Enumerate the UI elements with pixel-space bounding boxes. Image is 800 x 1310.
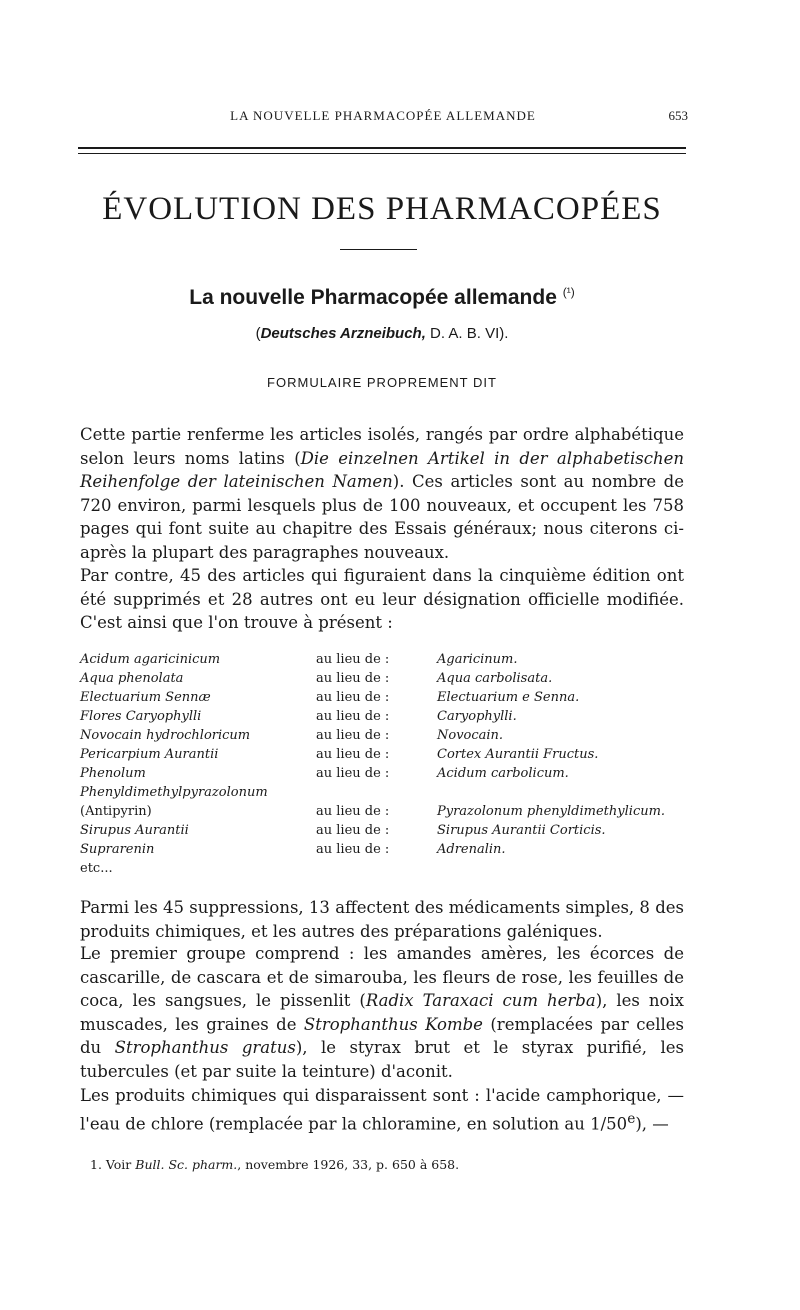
new-name: Sirupus Aurantii Corticis. xyxy=(437,823,606,838)
relation: au lieu de : xyxy=(316,728,390,743)
header-rule-thick xyxy=(78,147,686,149)
paragraph-2: Par contre, 45 des articles qui figuraient dans la cinquième édition ont été supprimés et 28 autres ont eu leur désignation officielle modifiée. C'est ainsi que l'on trouve à présent : xyxy=(80,566,684,633)
title-rule xyxy=(340,249,417,250)
paragraph-4-text-e: (remplacées par celles du xyxy=(80,1014,684,1058)
subtitle-open: ( xyxy=(255,325,261,342)
subtitle-rest: D. A. B. VI). xyxy=(425,325,509,342)
footnote xyxy=(90,1157,690,1172)
running-head xyxy=(78,108,688,130)
paragraph-1-italic: Die einzelnen Artikel in der alphabetischen Reihenfolge der lateinischen Namen xyxy=(80,448,684,492)
list-item xyxy=(80,802,700,821)
old-name: Novocain hydrochloricum xyxy=(80,728,251,743)
paragraph-5-text-b: ), — xyxy=(635,1114,669,1134)
section-title: ÉVOLUTION DES PHARMACOPÉES xyxy=(102,191,662,227)
footnote-ref[interactable]: (¹) xyxy=(562,285,575,299)
new-name: Adrenalin. xyxy=(437,842,506,857)
paragraph-1-text-a: Cette partie renferme les articles isolés, rangés par ordre alphabétique selon leurs noms latins ( xyxy=(80,425,684,468)
footnote-text-c: , novembre 1926, 33, p. 650 à 658. xyxy=(237,1157,460,1172)
paragraph-4-italic-d: Strophanthus Kombe xyxy=(303,1014,483,1034)
footnote-text-a: 1. Voir xyxy=(90,1157,136,1172)
list-item xyxy=(80,650,700,669)
paragraph-4-text-g: ), le styrax brut et le styrax purifié, les tubercules (et par suite la teinture) d'aconit. xyxy=(80,1038,685,1081)
paragraph-5 xyxy=(80,1084,684,1136)
relation: au lieu de : xyxy=(316,747,390,762)
old-name: etc... xyxy=(80,861,113,876)
relation: au lieu de : xyxy=(316,766,390,781)
footnote-journal: Bull. Sc. pharm. xyxy=(135,1157,238,1172)
relation: au lieu de : xyxy=(316,709,390,724)
section-heading: FORMULAIRE PROPREMENT DIT xyxy=(267,375,497,390)
list-item xyxy=(80,726,700,745)
paragraph-4-italic-b: Radix Taraxaci cum herba xyxy=(365,991,596,1011)
paragraph-5-text-a: Les produits chimiques qui disparaissent sont : l'acide camphorique, — l'eau de chlore (remplacée par la chloramine, en solution au 1/50 xyxy=(80,1086,684,1134)
new-name: Aqua carbolisata. xyxy=(437,671,553,686)
relation: au lieu de : xyxy=(316,804,390,819)
list-item xyxy=(80,688,700,707)
list-item xyxy=(80,669,700,688)
list-item xyxy=(80,707,700,726)
new-name: Caryophylli. xyxy=(437,709,517,724)
article-subtitle xyxy=(78,325,686,342)
paragraph-1-text-c: ). Ces articles sont au nombre de 720 environ, parmi lesquels plus de 100 nouveaux, et occupent les 758 pages qui font suite au chapitre des Essais généraux; nous citerons ci-après la plupart des paragraphes nouveaux. xyxy=(80,472,684,562)
paragraph-4-italic-f: Strophanthus gratus xyxy=(114,1038,296,1058)
paragraph-3: Parmi les 45 suppressions, 13 affectent des médicaments simples, 8 des produits chimiques, et les autres des préparations galéniques. xyxy=(80,898,684,941)
old-name: Electuarium Sennæ xyxy=(80,690,211,705)
paragraph-4 xyxy=(80,942,684,1084)
old-name: Phenyldimethylpyrazolonum xyxy=(80,785,268,800)
relation: au lieu de : xyxy=(316,671,390,686)
relation: au lieu de : xyxy=(316,690,390,705)
new-name: Pyrazolonum phenyldimethylicum. xyxy=(437,804,666,819)
relation: au lieu de : xyxy=(316,823,390,838)
new-name: Cortex Aurantii Fructus. xyxy=(437,747,599,762)
page-number: 653 xyxy=(668,108,688,123)
paragraph-5-superscript: e xyxy=(627,1110,636,1127)
article-title xyxy=(78,285,686,310)
running-title: LA NOUVELLE PHARMACOPÉE ALLEMANDE xyxy=(230,108,536,123)
list-item xyxy=(80,840,700,859)
paragraph-4-text-c: ), les noix muscades, les graines de xyxy=(80,991,684,1034)
old-name: (Antipyrin) xyxy=(80,804,152,819)
old-name: Suprarenin xyxy=(80,842,155,857)
paragraph-1 xyxy=(80,423,684,565)
new-name: Electuarium e Senna. xyxy=(437,690,580,705)
list-item xyxy=(80,821,700,840)
new-name: Agaricinum. xyxy=(437,652,518,667)
correspondence-list xyxy=(80,650,700,878)
old-name: Sirupus Aurantii xyxy=(80,823,189,838)
article-title-text: La nouvelle Pharmacopée allemande xyxy=(189,286,557,309)
new-name: Novocain. xyxy=(437,728,504,743)
list-item xyxy=(80,745,700,764)
header-rule-thin xyxy=(78,153,686,154)
paragraph-4-text-a: Le premier groupe comprend : les amandes amères, les écorces de cascarille, de cascara et de simarouba, les fleurs de rose, les feuilles de coca, les sangsues, le pissenlit ( xyxy=(80,944,684,1011)
new-name: Acidum carbolicum. xyxy=(437,766,569,781)
old-name: Phenolum xyxy=(80,766,146,781)
old-name: Pericarpium Aurantii xyxy=(80,747,219,762)
relation: au lieu de : xyxy=(316,652,390,667)
list-item xyxy=(80,859,700,878)
list-item xyxy=(80,783,700,802)
old-name: Aqua phenolata xyxy=(80,671,184,686)
relation: au lieu de : xyxy=(316,842,390,857)
subtitle-italic: Deutsches Arzneibuch, xyxy=(260,325,426,342)
list-item xyxy=(80,764,700,783)
old-name: Flores Caryophylli xyxy=(80,709,202,724)
old-name: Acidum agaricinicum xyxy=(80,652,221,667)
